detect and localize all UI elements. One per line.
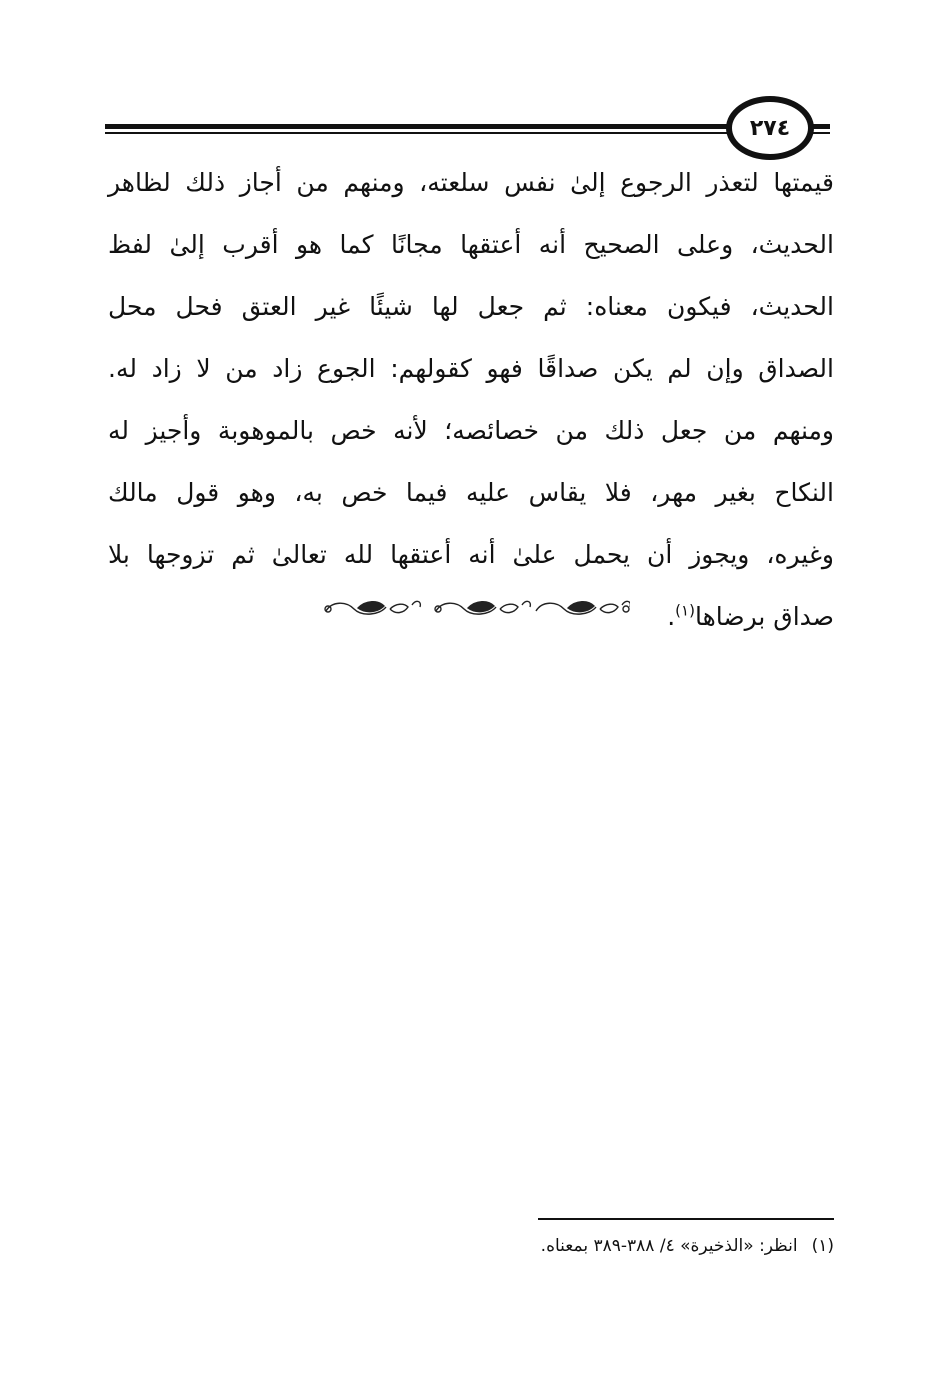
page-number-badge — [726, 96, 814, 160]
ornament-motif — [435, 601, 530, 614]
footnote — [300, 1232, 834, 1260]
text-line: النكاح بغير مهر، فلا يقاس عليه فيما خص به، وهو قول مالك — [108, 478, 834, 507]
last-line-end: . — [667, 602, 676, 631]
text-line: الحديث، فيكون معناه: ثم جعل لها شيئًا غير العتق فحل محل — [108, 292, 834, 321]
text-line: قيمتها لتعذر الرجوع إلىٰ نفس سلعته، ومنهم من أجاز ذلك لظاهر — [108, 168, 834, 197]
text-line: الحديث، وعلى الصحيح أنه أعتقها مجانًا كما هو أقرب إلىٰ لفظ — [108, 230, 834, 259]
text-line: وغيره، ويجوز أن يحمل علىٰ أنه أعتقها لله تعالىٰ ثم تزوجها بلا — [108, 540, 834, 569]
floral-divider-icon — [320, 595, 630, 621]
header-rule — [105, 124, 730, 134]
ornament-motif — [536, 601, 630, 614]
header-rule-right — [812, 124, 830, 134]
text-line: ومنهم من جعل ذلك من خصائصه؛ لأنه خص بالموهوبة وأجيز له — [108, 416, 834, 445]
text-line: الصداق وإن لم يكن صداقًا فهو كقولهم: الجوع زاد من لا زاد له. — [108, 354, 834, 383]
footnote-separator — [538, 1218, 834, 1220]
page-number: ٢٧٤ — [749, 115, 791, 141]
footnote-number: (١) — [811, 1236, 834, 1256]
body-text — [108, 152, 834, 648]
ornament-motif — [325, 601, 420, 614]
footnote-text: انظر: «الذخيرة» ٤/ ٣٨٨-٣٨٩ بمعناه. — [540, 1236, 798, 1256]
footnote-reference[interactable]: (١) — [675, 601, 695, 620]
last-line-text: صداق برضاها — [694, 602, 834, 631]
